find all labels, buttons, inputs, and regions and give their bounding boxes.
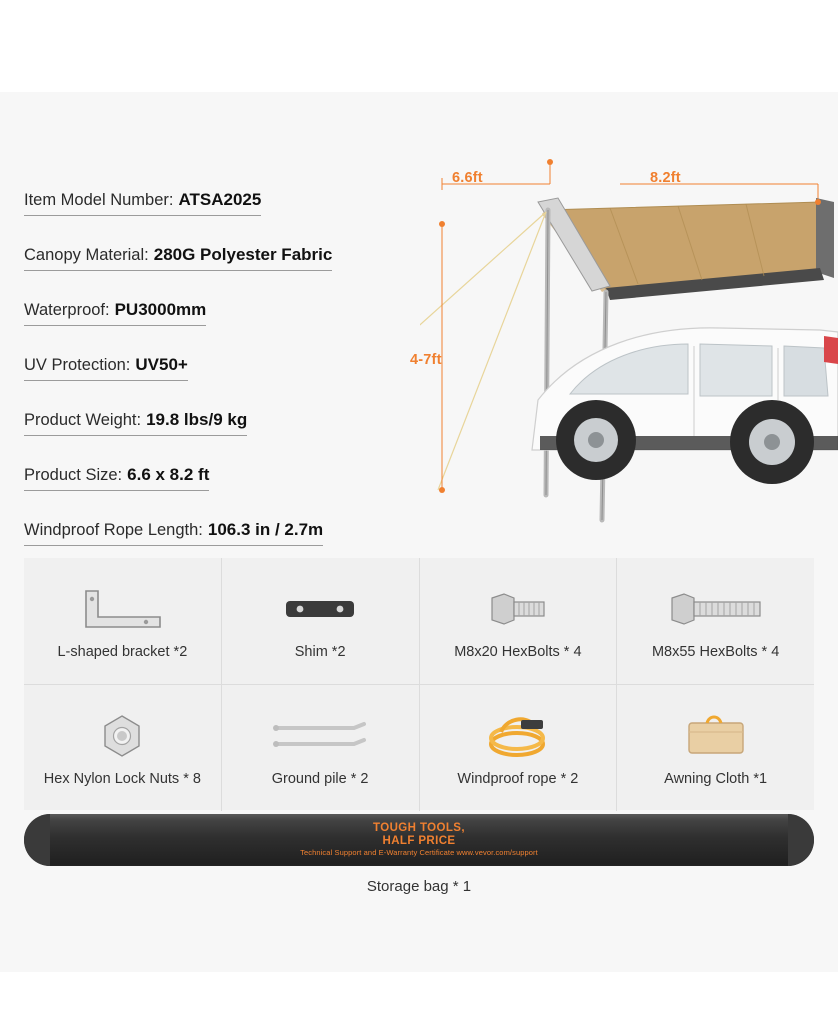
hex-nut-icon — [100, 705, 144, 767]
specifications-list — [24, 190, 424, 575]
part-cell-m8x20-hex-bolts — [419, 558, 617, 684]
awning-illustration — [410, 150, 838, 550]
spec-label: Item Model Number: — [24, 191, 174, 209]
spec-value: ATSA2025 — [178, 190, 262, 209]
spec-value: 106.3 in / 2.7m — [207, 520, 324, 539]
awning-svg — [420, 150, 838, 550]
parts-row — [24, 558, 814, 685]
part-label: Ground pile * 2 — [271, 771, 369, 787]
part-label: M8x20 HexBolts * 4 — [454, 644, 582, 660]
spec-label: Product Weight: — [24, 411, 142, 429]
spec-label: Product Size: — [24, 466, 123, 484]
spec-value: 19.8 lbs/9 kg — [146, 410, 248, 429]
parts-row — [24, 685, 814, 811]
spec-row — [24, 520, 323, 552]
part-label: L-shaped bracket *2 — [57, 644, 188, 660]
spec-value: 280G Polyester Fabric — [153, 245, 333, 264]
part-label: M8x55 HexBolts * 4 — [651, 644, 780, 660]
l-shaped-bracket-icon — [76, 578, 168, 640]
spec-label: Canopy Material: — [24, 246, 149, 264]
part-cell-l-shaped-bracket — [24, 558, 221, 684]
part-label: Awning Cloth *1 — [664, 771, 768, 787]
part-label: Windproof rope * 2 — [457, 771, 579, 787]
dimension-height-label: 4-7ft — [410, 352, 442, 368]
part-label: Hex Nylon Lock Nuts * 8 — [43, 771, 201, 787]
bag-print-line2: HALF PRICE — [382, 834, 456, 847]
part-cell-windproof-rope — [419, 685, 617, 811]
storage-bag-label: Storage bag * 1 — [366, 878, 472, 895]
spec-value: UV50+ — [135, 355, 188, 374]
bag-print-line1: TOUGH TOOLS, — [373, 822, 465, 834]
ground-pile-icon — [268, 705, 372, 767]
bag-print-subtext: Technical Support and E-Warranty Certificate www.vevor.com/support — [300, 848, 538, 857]
storage-bag-section — [24, 814, 814, 895]
storage-bag-image — [24, 814, 814, 866]
spec-row — [24, 245, 332, 277]
parts-grid — [24, 558, 814, 810]
spec-row — [24, 465, 209, 497]
bag-print-title — [24, 822, 814, 847]
part-cell-awning-cloth — [616, 685, 814, 811]
spec-label: Windproof Rope Length: — [24, 521, 203, 539]
part-cell-ground-pile — [221, 685, 419, 811]
shim-icon — [284, 578, 356, 640]
hex-bolt-short-icon — [482, 578, 554, 640]
spec-label: UV Protection: — [24, 356, 131, 374]
spec-label: Waterproof: — [24, 301, 110, 319]
spec-row — [24, 190, 261, 222]
suv-illustration — [532, 328, 838, 484]
spec-row — [24, 410, 247, 442]
part-cell-hex-nylon-lock-nuts — [24, 685, 221, 811]
part-cell-m8x55-hex-bolts — [616, 558, 814, 684]
windproof-rope-icon — [477, 705, 559, 767]
part-cell-shim — [221, 558, 419, 684]
spec-row — [24, 300, 206, 332]
hex-bolt-long-icon — [664, 578, 768, 640]
dimension-length-label: 8.2ft — [650, 170, 681, 186]
spec-value: PU3000mm — [114, 300, 207, 319]
awning-cloth-icon — [685, 705, 747, 767]
dimension-width-label: 6.6ft — [452, 170, 483, 186]
spec-value: 6.6 x 8.2 ft — [127, 465, 210, 484]
part-label: Shim *2 — [294, 644, 346, 660]
spec-row — [24, 355, 188, 387]
